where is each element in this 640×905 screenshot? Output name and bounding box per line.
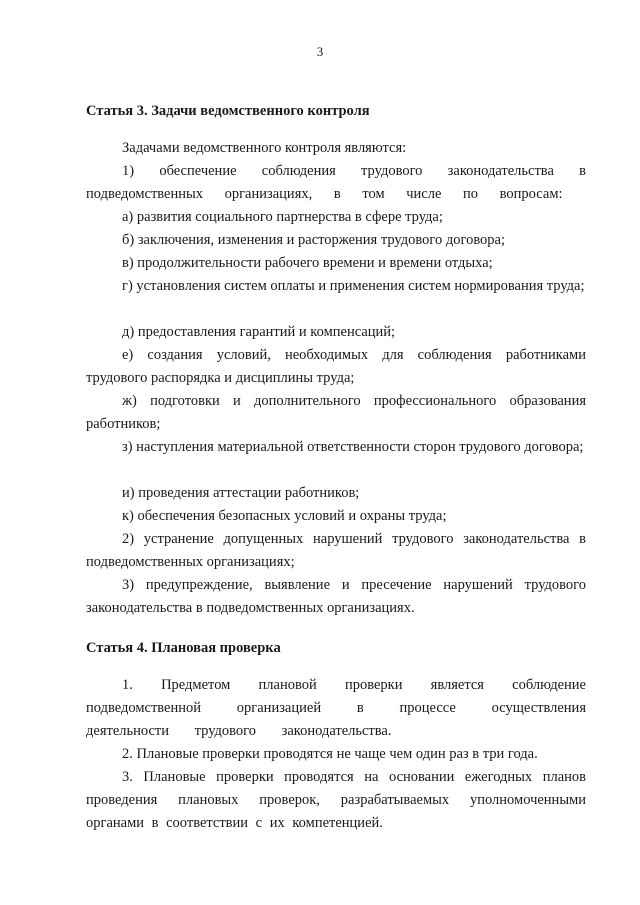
article-3-item-i: и) проведения аттестации работников; [122, 485, 360, 501]
article-4-heading: Статья 4. Плановая проверка [86, 640, 281, 656]
article-3-item-k: к) обеспечения безопасных условий и охраны труда; [122, 508, 447, 524]
article-3-item-z: з) наступления материальной ответственности сторон трудового договора; [122, 439, 584, 455]
article-3-item-2: 2) устранение допущенных нарушений трудового законодательства в подведомственных организациях; [86, 531, 586, 570]
article-3-item-e: е) создания условий, необходимых для соблюдения работниками трудового распорядка и дисциплины труда; [86, 347, 586, 386]
page-number: 3 [316, 44, 324, 59]
article-3-item-v: в) продолжительности рабочего времени и времени отдыха; [122, 255, 493, 271]
article-4-item-3: 3. Плановые проверки проводятся на основании ежегодных планов проведения плановых проверок, разрабатываемых уполномоченными органами в соответствии с их компетенцией. [86, 769, 586, 831]
article-3-item-zh: ж) подготовки и дополнительного профессионального образования работников; [86, 393, 586, 432]
article-3-item-a: а) развития социального партнерства в сфере труда; [122, 209, 443, 225]
article-3-item-1: 1) обеспечение соблюдения трудового законодательства в подведомственных организациях, в том числе по вопросам: [86, 163, 586, 202]
article-3-item-b: б) заключения, изменения и расторжения трудового договора; [122, 232, 506, 248]
article-3-item-3: 3) предупреждение, выявление и пресечение нарушений трудового законодательства в подведомственных организациях. [86, 577, 586, 616]
article-4-item-2: 2. Плановые проверки проводятся не чаще чем один раз в три года. [122, 746, 538, 762]
article-4-item-1: 1. Предметом плановой проверки является соблюдение подведомственной организацией в процессе осуществления деятельности трудового законодательства. [86, 677, 586, 739]
article-3-item-g: г) установления систем оплаты и применения систем нормирования труда; [122, 278, 585, 294]
article-3-heading: Статья 3. Задачи ведомственного контроля [86, 103, 370, 119]
article-3-intro: Задачами ведомственного контроля являются: [122, 140, 407, 156]
article-3-item-d: д) предоставления гарантий и компенсаций; [122, 324, 396, 340]
